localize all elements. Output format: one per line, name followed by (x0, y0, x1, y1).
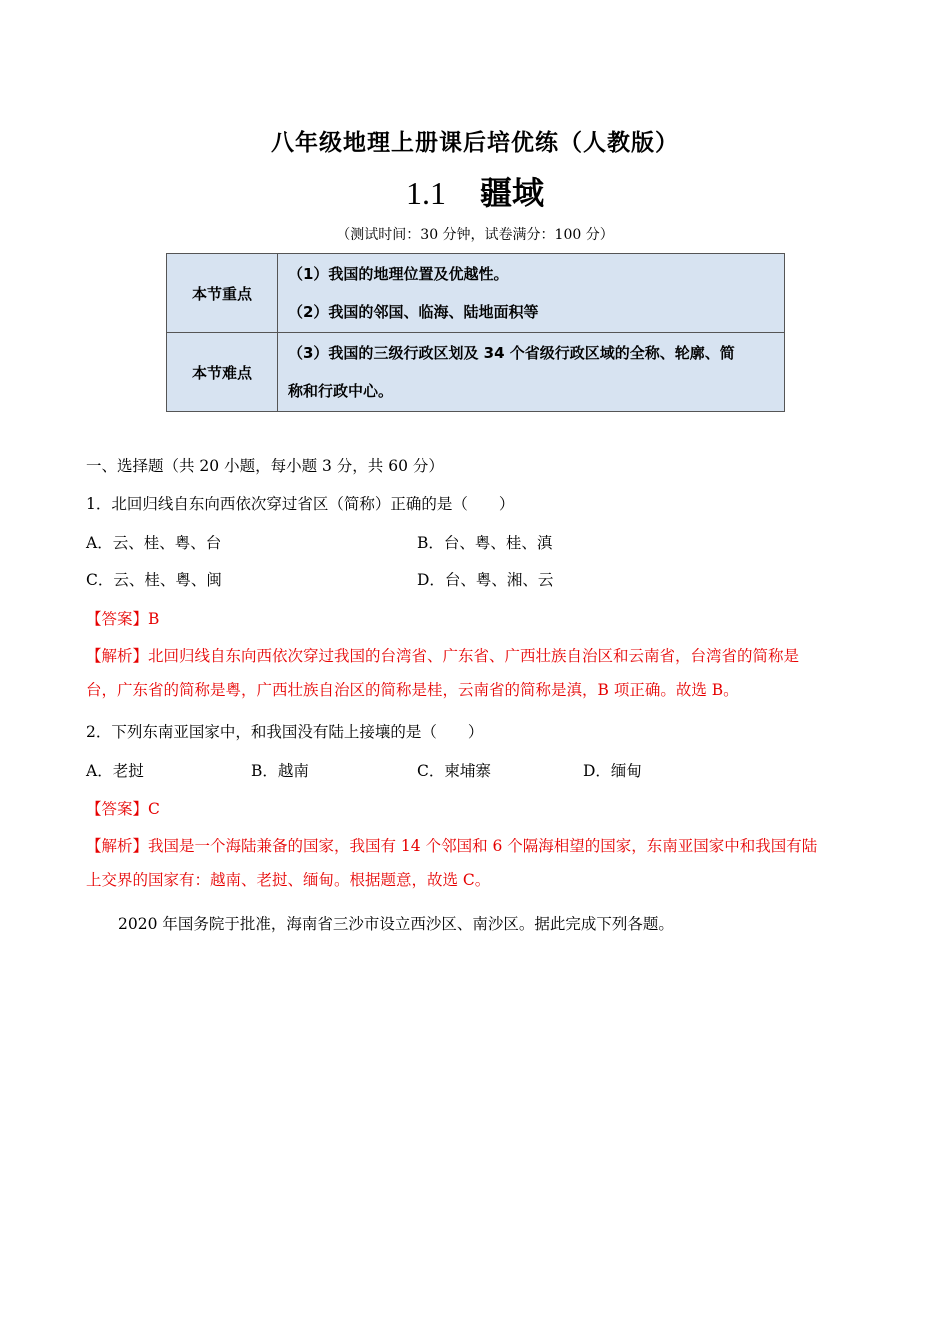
question-1-analysis (86, 639, 868, 707)
question-2-analysis (86, 829, 868, 897)
question-2-option-a: A．老挝 (86, 762, 144, 780)
question-2-stem: 2．下列东南亚国家中，和我国没有陆上接壤的是（ ） (86, 723, 484, 741)
hard-point-line-1: （3）我国的三级行政区划及 34 个省级行政区域的全称、轮廓、简 (288, 344, 735, 362)
question-1-answer: 【答案】B (86, 610, 160, 628)
question-1-analysis-line-2: 台，广东省的简称是粤，广西壮族自治区的简称是桂，云南省的简称是滇，B 项正确。故选 B。 (86, 681, 739, 699)
hard-points-row (167, 333, 785, 412)
choice-section-heading: 一、选择题（共 20 小题，每小题 3 分，共 60 分） (86, 457, 444, 475)
question-1-option-a: A．云、桂、粤、台 (86, 534, 222, 552)
key-points-content (278, 254, 785, 333)
question-2-option-b: B．越南 (251, 762, 309, 780)
hard-points-content (278, 333, 785, 412)
focus-table (166, 253, 785, 412)
question-2-analysis-line-2: 上交界的国家有：越南、老挝、缅甸。根据题意，故选 C。 (86, 871, 491, 889)
question-2-option-d: D．缅甸 (583, 762, 642, 780)
question-1-option-b: B．台、粤、桂、滇 (417, 534, 553, 552)
key-point-2: （2）我国的邻国、临海、陆地面积等 (288, 303, 539, 321)
question-2-option-c: C．柬埔寨 (417, 762, 491, 780)
document-title: 八年级地理上册课后培优练（人教版） (271, 130, 679, 156)
section-title: 疆域 (479, 174, 544, 212)
question-1-analysis-line-1: 【解析】北回归线自东向西依次穿过我国的台湾省、广东省、广西壮族自治区和云南省，台湾省的简称是 (86, 647, 800, 665)
key-point-1: （1）我国的地理位置及优越性。 (288, 265, 509, 283)
question-1-option-d: D．台、粤、湘、云 (417, 571, 554, 589)
section-number: 1.1 (405, 175, 446, 211)
key-points-row (167, 254, 785, 333)
hard-points-label: 本节难点 (167, 333, 278, 412)
test-meta: （测试时间：30 分钟，试卷满分：100 分） (336, 227, 614, 243)
question-2-analysis-line-1: 【解析】我国是一个海陆兼备的国家，我国有 14 个邻国和 6 个隔海相望的国家，东南亚国家中和我国有陆 (86, 837, 818, 855)
reading-passage: 2020 年国务院于批准，海南省三沙市设立西沙区、南沙区。据此完成下列各题。 (118, 915, 674, 933)
section-heading (0, 168, 950, 214)
hard-point-line-2: 称和行政中心。 (288, 382, 394, 400)
question-1-stem: 1．北回归线自东向西依次穿过省区（简称）正确的是（ ） (86, 495, 515, 513)
question-2-answer: 【答案】C (86, 800, 160, 818)
question-1-option-c: C．云、桂、粤、闽 (86, 571, 222, 589)
key-points-label: 本节重点 (167, 254, 278, 333)
